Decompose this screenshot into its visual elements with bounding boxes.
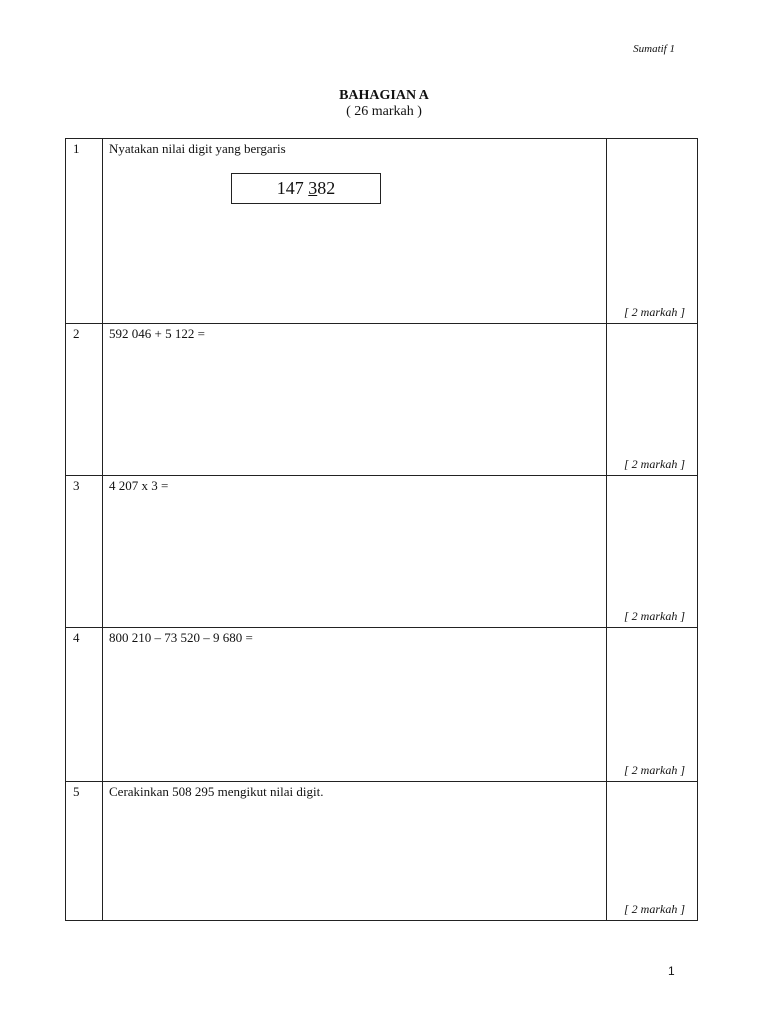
questions-table [65, 138, 698, 921]
question-number-cell [66, 324, 103, 476]
number-prefix: 147 [276, 178, 309, 198]
section-title: BAHAGIAN A [339, 88, 429, 103]
question-text: 800 210 – 73 520 – 9 680 = [109, 630, 253, 645]
question-number: 5 [73, 784, 80, 799]
marks-label: [ 2 markah ] [623, 763, 685, 777]
number-suffix: 82 [317, 178, 336, 198]
question-number-cell [66, 782, 103, 921]
number-box [231, 173, 381, 204]
question-number: 1 [73, 141, 80, 156]
marks-cell [607, 476, 698, 628]
question-cell [103, 782, 607, 921]
underlined-digit: 3 [308, 178, 318, 198]
question-number: 2 [73, 326, 80, 341]
marks-label: [ 2 markah ] [623, 609, 685, 623]
marks-cell [607, 628, 698, 782]
section-marks: ( 26 markah ) [346, 104, 422, 119]
question-cell [103, 476, 607, 628]
question-number-cell [66, 139, 103, 324]
marks-label: [ 2 markah ] [623, 902, 685, 916]
question-number: 4 [73, 630, 80, 645]
question-cell [103, 324, 607, 476]
question-number-cell [66, 476, 103, 628]
marks-cell [607, 782, 698, 921]
marks-cell [607, 139, 698, 324]
marks-label: [ 2 markah ] [623, 305, 685, 319]
question-row [66, 324, 698, 476]
header-tag: Sumatif 1 [633, 43, 675, 55]
question-row [66, 476, 698, 628]
question-cell [103, 139, 607, 324]
marks-cell [607, 324, 698, 476]
question-row [66, 139, 698, 324]
question-text: 4 207 x 3 = [109, 478, 169, 493]
question-number: 3 [73, 478, 80, 493]
question-cell [103, 628, 607, 782]
page-number: 1 [668, 964, 675, 978]
question-number-cell [66, 628, 103, 782]
marks-label: [ 2 markah ] [623, 457, 685, 471]
question-text: Cerakinkan 508 295 mengikut nilai digit. [109, 784, 324, 799]
question-text: Nyatakan nilai digit yang bergaris [109, 141, 286, 156]
question-text: 592 046 + 5 122 = [109, 326, 205, 341]
question-row [66, 628, 698, 782]
question-row [66, 782, 698, 921]
